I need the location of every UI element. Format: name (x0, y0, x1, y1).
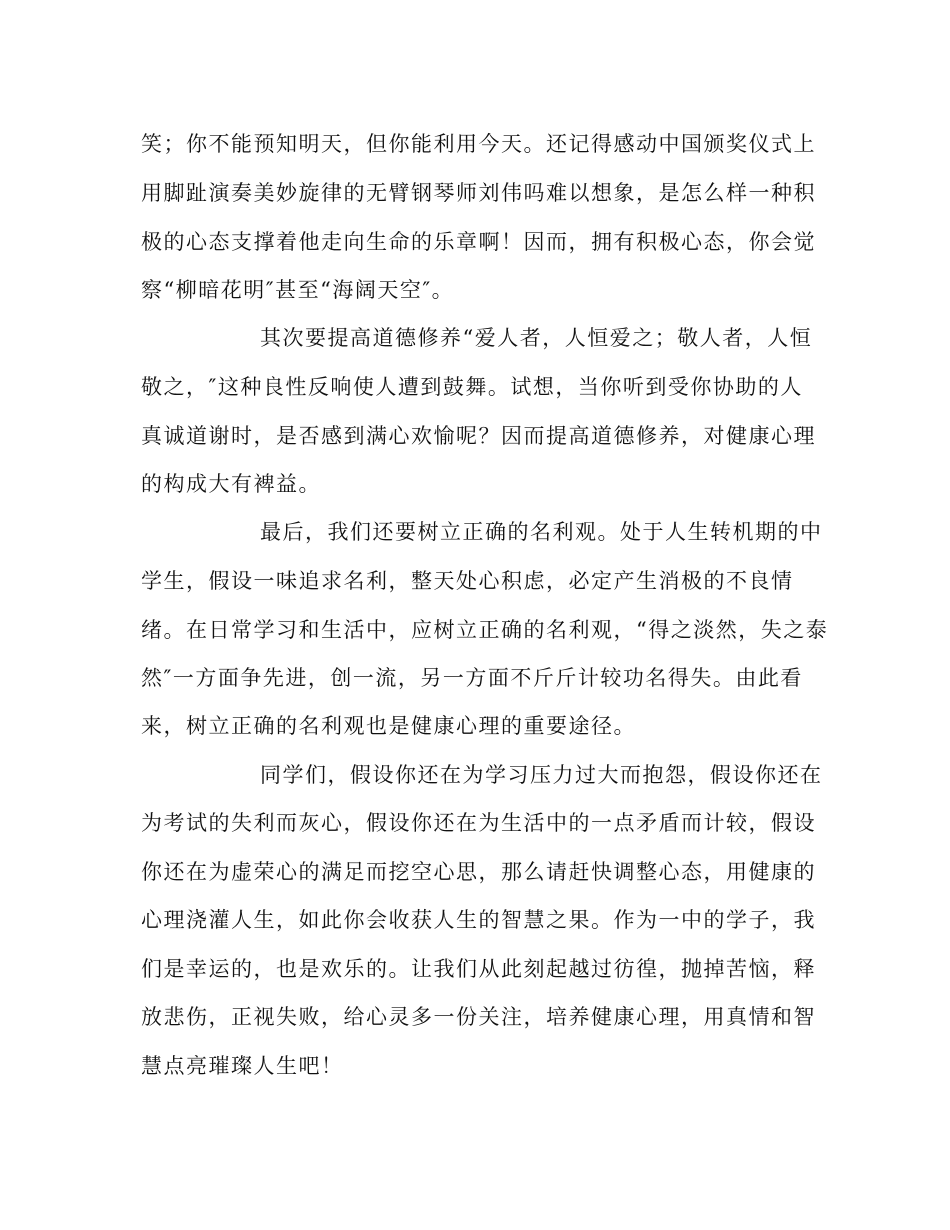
text-line: 的构成大有裨益。 (141, 472, 321, 496)
text-line: 们是幸运的，也是欢乐的。让我们从此刻起越过彷徨，抛掉苦恼，释 (141, 957, 816, 981)
text-line: 学生，假设一味追求名利，整天处心积虑，必定产生消极的不良情 (141, 569, 794, 593)
text-line: 用脚趾演奏美妙旋律的无臂钢琴师刘伟吗难以想象，是怎么样一种积 (141, 181, 816, 205)
text-line: 慧点亮璀璨人生吧！ (141, 1054, 344, 1078)
text-line: 察“柳暗花明″甚至“海阔天空″。 (141, 278, 455, 302)
text-line: 放悲伤，正视失败，给心灵多一份关注，培养健康心理，用真情和智 (141, 1005, 816, 1029)
text-line: 真诚道谢时，是否感到满心欢愉呢？因而提高道德修养，对健康心理 (141, 424, 816, 448)
text-line: 心理浇灌人生，如此你会收获人生的智慧之果。作为一中的学子，我 (141, 908, 816, 932)
text-line: 绪。在日常学习和生活中，应树立正确的名利观，“得之淡然，失之泰 (141, 618, 829, 642)
text-line: 为考试的失利而灰心，假设你还在为生活中的一点矛盾而计较，假设 (141, 811, 816, 835)
text-line: 笑；你不能预知明天，但你能利用今天。还记得感动中国颁奖仪式上 (141, 132, 816, 156)
paragraph-first-line: 最后，我们还要树立正确的名利观。处于人生转机期的中 (260, 520, 823, 544)
paragraph-first-line: 同学们，假设你还在为学习压力过大而抱怨，假设你还在 (260, 763, 823, 787)
text-line: 来，树立正确的名利观也是健康心理的重要途径。 (141, 714, 636, 738)
text-line: 极的心态支撑着他走向生命的乐章啊！因而，拥有积极心态，你会觉 (141, 230, 816, 254)
text-line: 你还在为虚荣心的满足而挖空心思，那么请赶快调整心态，用健康的 (141, 860, 816, 884)
text-line: 然″一方面争先进，创一流，另一方面不斤斤计较功名得失。由此看 (141, 666, 803, 690)
text-line: 敬之，″这种良性反响使人遭到鼓舞。试想，当你听到受你协助的人 (141, 375, 803, 399)
paragraph-first-line: 其次要提高道德修养“爱人者，人恒爱之；敬人者，人恒 (260, 326, 813, 350)
